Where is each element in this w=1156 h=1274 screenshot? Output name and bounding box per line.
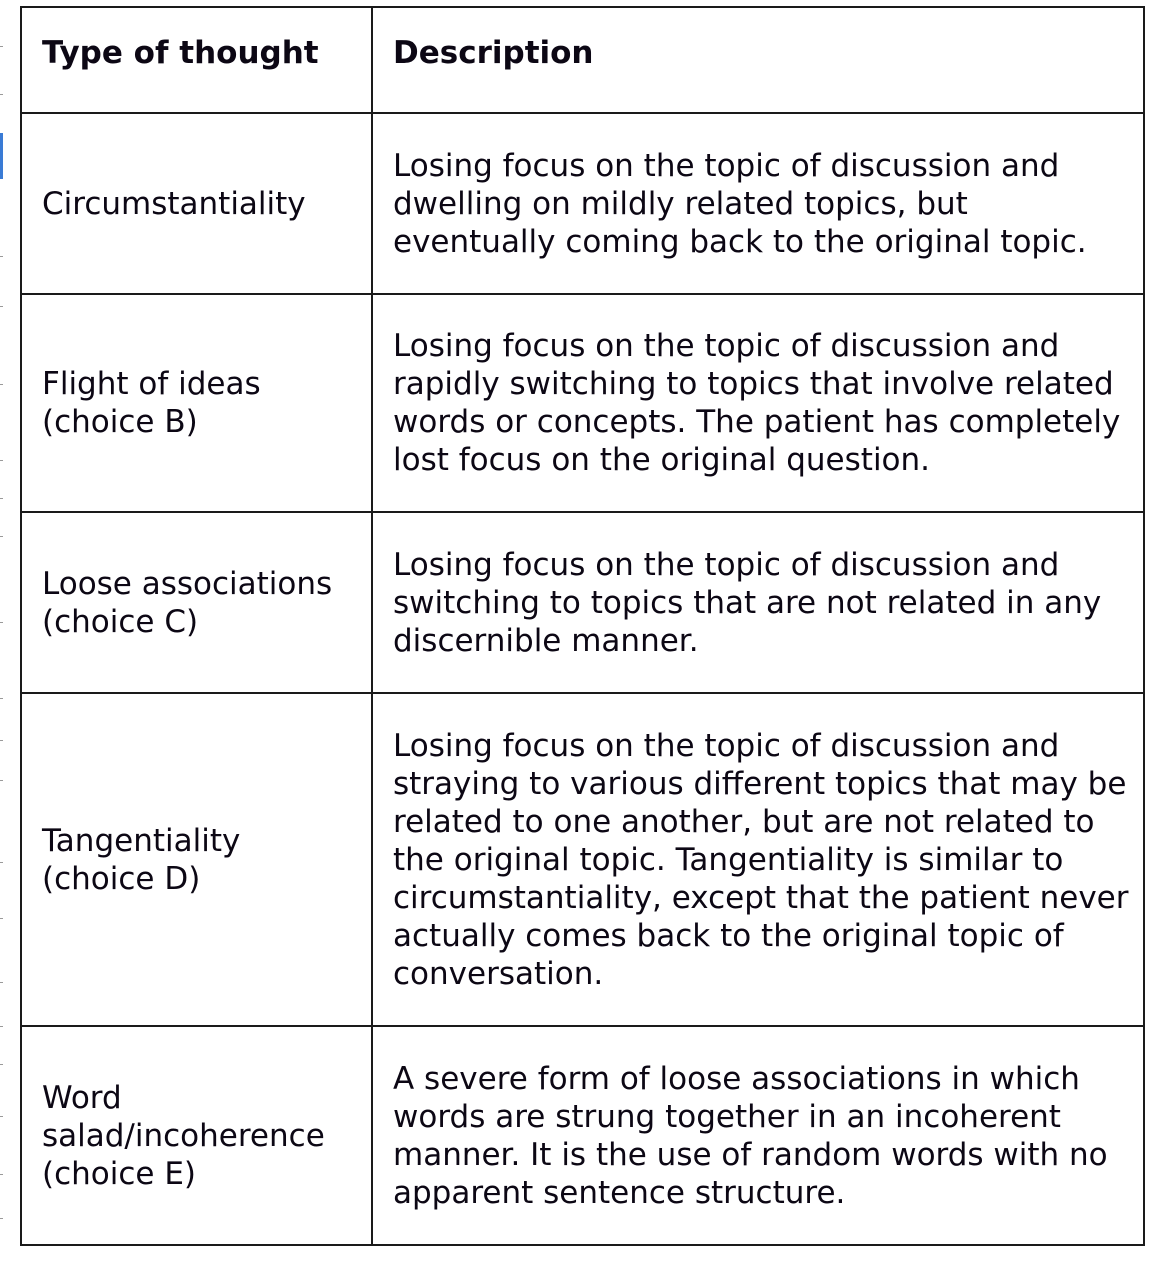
- gutter-tick: [0, 256, 3, 257]
- row-description-text: Losing focus on the topic of discussion and straying to various different topics that may be related to one another, but are not related to the original topic. Tangentiality is similar to circumstantiality, except that the patient never actually comes back to the original topic of conversation.: [393, 727, 1129, 992]
- row-description-cell: [372, 693, 1144, 1026]
- gutter-tick: [0, 94, 3, 95]
- left-gutter: [0, 0, 3, 1274]
- gutter-tick: [0, 918, 3, 919]
- gutter-tick: [0, 498, 3, 499]
- gutter-tick: [0, 982, 3, 983]
- gutter-tick: [0, 862, 3, 863]
- row-description-text: Losing focus on the topic of discussion and dwelling on mildly related topics, but eventually coming back to the original topic.: [393, 147, 1087, 260]
- gutter-tick: [0, 384, 3, 385]
- row-type-label: Circumstantiality: [42, 185, 306, 222]
- header-type-of-thought: Type of thought: [21, 7, 372, 113]
- row-description-cell: [372, 294, 1144, 512]
- row-type-cell: [21, 512, 372, 693]
- row-type-label: Word salad/incoherence (choice E): [42, 1079, 325, 1192]
- row-description-text: Losing focus on the topic of discussion and rapidly switching to topics that involve related words or concepts. The patient has completely lost focus on the original question.: [393, 328, 1121, 478]
- gutter-tick: [0, 46, 3, 47]
- row-type-cell: [21, 693, 372, 1026]
- table-row: [21, 294, 1144, 512]
- row-type-cell: [21, 113, 372, 294]
- gutter-tick: [0, 1026, 3, 1027]
- table-header-row: [21, 7, 1144, 113]
- row-description-cell: [372, 512, 1144, 693]
- gutter-tick: [0, 622, 3, 623]
- row-type-label: Tangentiality (choice D): [42, 822, 241, 897]
- row-type-cell: [21, 294, 372, 512]
- table-row: [21, 113, 1144, 294]
- row-description-cell: [372, 1026, 1144, 1245]
- table-row: [21, 512, 1144, 693]
- gutter-tick: [0, 536, 3, 537]
- header-description: Description: [372, 7, 1144, 113]
- gutter-tick: [0, 740, 3, 741]
- row-description-text: Losing focus on the topic of discussion and switching to topics that are not related in any discernible manner.: [393, 546, 1102, 659]
- gutter-tick: [0, 698, 3, 699]
- row-description-text: A severe form of loose associations in which words are strung together in an incoherent manner. It is the use of random words with no apparent sentence structure.: [393, 1060, 1108, 1211]
- thought-types-table: [20, 6, 1145, 1246]
- row-description-cell: [372, 113, 1144, 294]
- gutter-tick: [0, 1174, 3, 1175]
- gutter-tick: [0, 780, 3, 781]
- table-row: [21, 1026, 1144, 1245]
- row-type-cell: [21, 1026, 372, 1245]
- gutter-accent: [0, 133, 3, 179]
- gutter-tick: [0, 460, 3, 461]
- gutter-tick: [0, 1064, 3, 1065]
- gutter-tick: [0, 1116, 3, 1117]
- row-type-label: Flight of ideas (choice B): [42, 366, 261, 440]
- gutter-tick: [0, 1218, 3, 1219]
- row-type-label: Loose associations (choice C): [42, 565, 333, 640]
- table-row: [21, 693, 1144, 1026]
- gutter-tick: [0, 306, 3, 307]
